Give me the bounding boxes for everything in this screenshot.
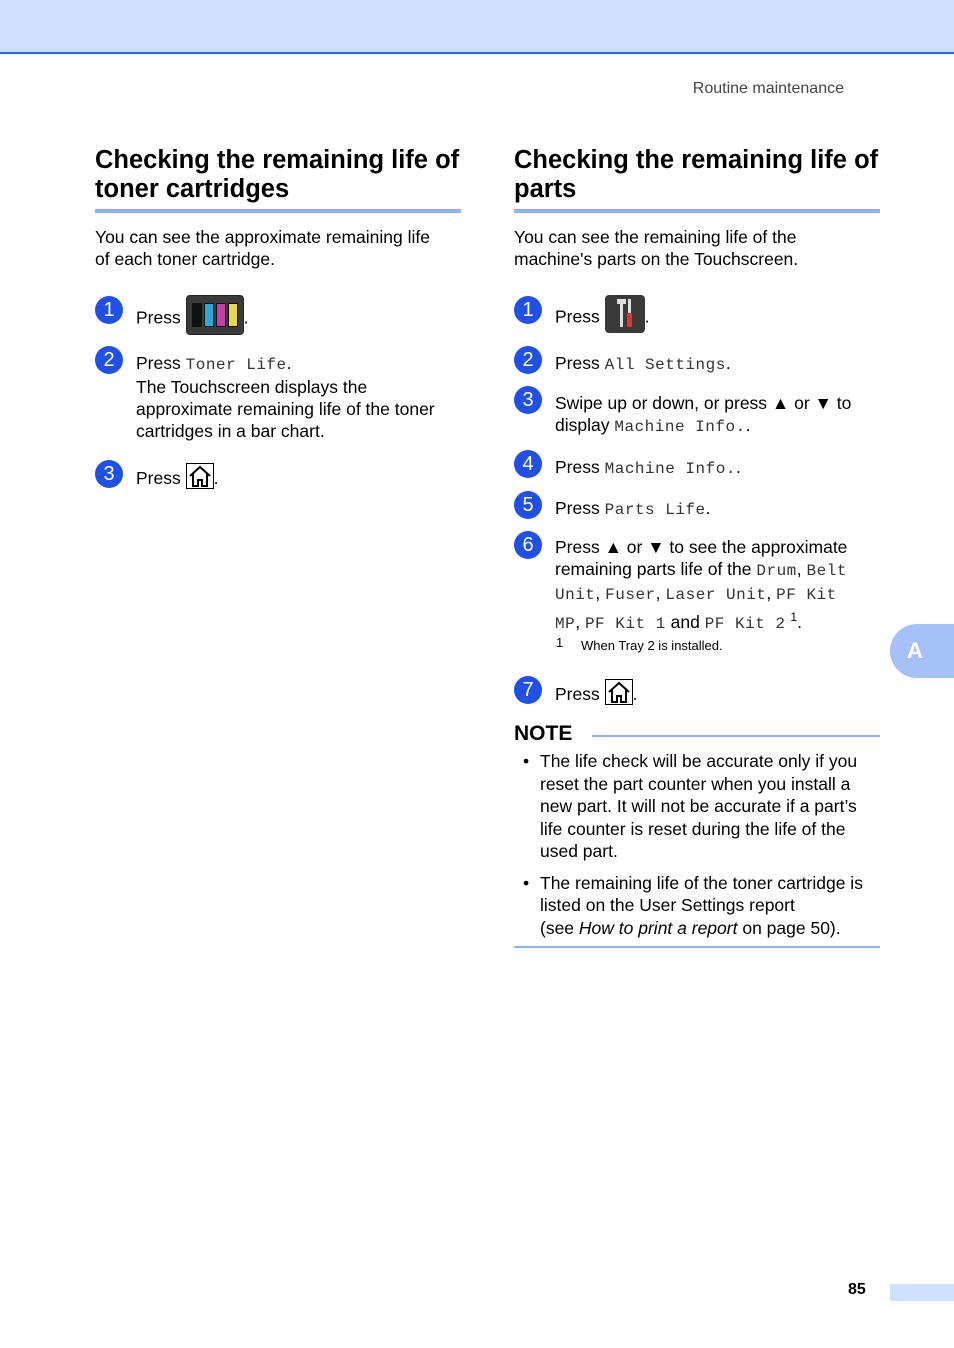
section-intro: You can see the approximate remaining life of each toner cartridge.: [95, 227, 430, 269]
section-parts-life: Checking the remaining life of parts You can see the remaining life of the machine's parts on the Touchscreen. 1 Press . 2 Press All Settings. 3 Swipe up or down, or press ▲ or ▼ to display Machine Info.. 4 Press Machine Info.. 5 Press Parts Life. 6 Press ▲ or ▼ to see the approximate remaining parts life of the Drum, Belt Unit, Fuser, Laser Unit, PF Kit MP, PF Kit 1 and PF Kit 2 $^1$. 1 When Tray 2 is installed. 7 Press . NOTE • The life check will be accurate only if you reset the part counter when you install a new part. It will not be accurate if a part’s life counter is reset during the life of the used part. • The remaining life of the toner cartridge is listed on the User Settings report (see How to print a report on page 50).: [514, 146, 880, 270]
note-body: [514, 750, 880, 948]
step-number: 6: [514, 531, 542, 559]
page-number: 85: [848, 1281, 866, 1298]
running-header: Routine maintenance: [692, 80, 844, 97]
step-number: 3: [95, 460, 123, 488]
section-intro: You can see the remaining life of the machine's parts on the Touchscreen.: [514, 227, 799, 269]
cross-reference-link[interactable]: How to print a report: [578, 917, 738, 938]
section-toner-life: Checking the remaining life of toner cartridges You can see the approximate remaining life of each toner cartridge. 1 Press . 2 Press Toner Life. The Touchscreen displays the approximate remaining life of the toner cartridges in a bar chart. 3 Press .: [95, 146, 460, 488]
step-number: 1: [95, 296, 123, 324]
home-icon: [186, 463, 214, 489]
step-number: 5: [514, 491, 542, 519]
note-title: NOTE: [514, 722, 573, 745]
step-number: 3: [514, 386, 542, 414]
toner-icon: [186, 295, 244, 335]
step-number: 2: [514, 346, 542, 374]
note-header: [514, 722, 880, 746]
page-number-bar: [890, 1284, 954, 1301]
section-title: Checking the remaining life of toner cartridges: [95, 146, 461, 213]
step-number: 7: [514, 676, 542, 704]
settings-tools-icon: [605, 295, 645, 333]
step-number: 1: [514, 296, 542, 324]
appendix-tab[interactable]: A: [890, 624, 954, 678]
note-rule: [592, 735, 880, 737]
step-number: 2: [95, 346, 123, 374]
top-band: [0, 0, 954, 54]
section-title: Checking the remaining life of parts: [514, 146, 880, 213]
step-number: 4: [514, 450, 542, 478]
note-bullet: • The remaining life of the toner cartridge is listed on the User Settings report (see How to print a report on page 50).: [523, 872, 863, 938]
note-bullet: • The life check will be accurate only if you reset the part counter when you install a new part. It will not be accurate if a part’s life counter is reset during the life of the used part.: [523, 751, 858, 861]
note-bottom-rule: [514, 946, 880, 948]
home-icon: [605, 679, 633, 705]
